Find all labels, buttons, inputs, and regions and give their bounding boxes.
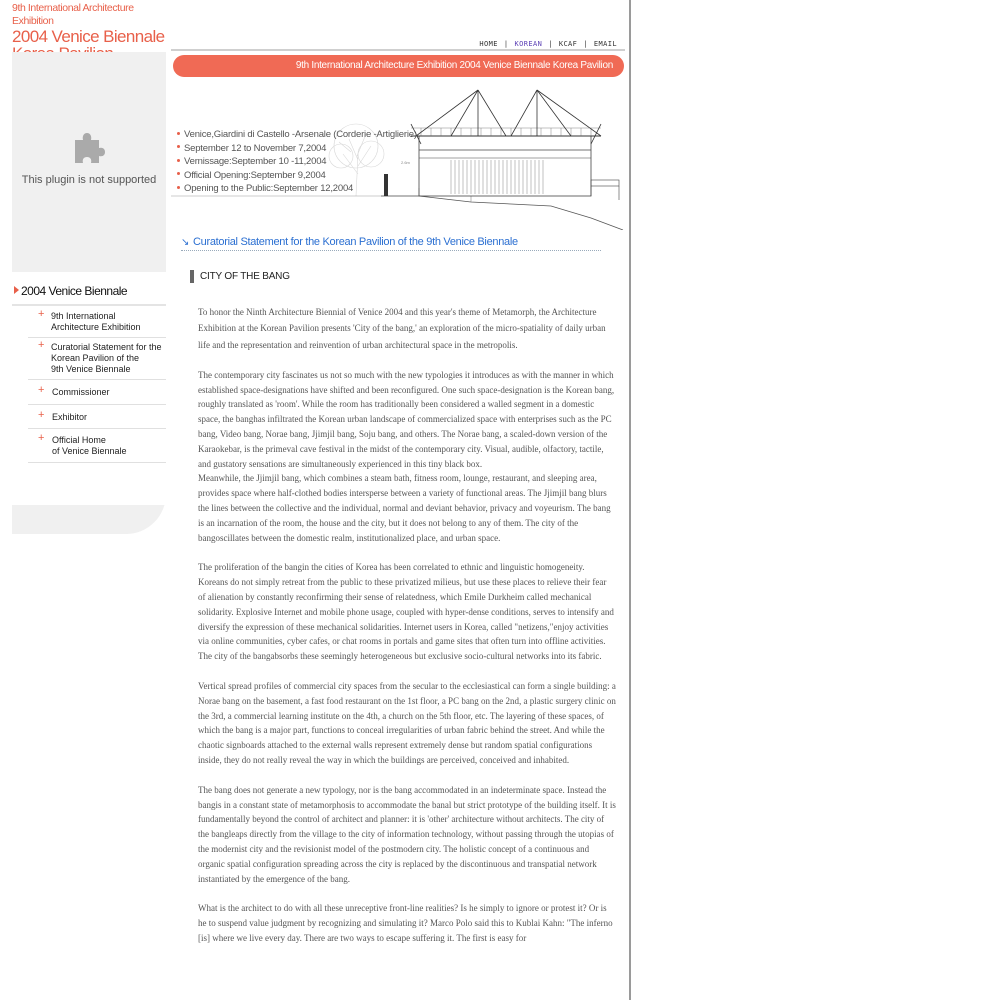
logo-line-1: 9th International Architecture Exhibition: [12, 2, 134, 27]
triangle-bullet-icon: [14, 286, 19, 294]
sidebar-divider: [28, 428, 166, 429]
svg-text:2.6m: 2.6m: [401, 160, 410, 165]
plus-icon: +: [38, 384, 45, 396]
info-row: Official Opening:September 9,2004: [177, 169, 417, 183]
section-heading-text: Curatorial Statement for the Korean Pavilion of the 9th Venice Biennale: [193, 236, 518, 248]
sidebar-divider: [28, 404, 166, 405]
plus-icon: +: [38, 432, 45, 444]
paragraph: Vertical spread profiles of commercial city spaces from the secular to the ecclesiastical can form a single building: a Norae bang on the basement, a fast food restaurant on the 1st floor, a PC bang on the 2nd, a plastic surgery clinic on the 3rd, a commercial learning institute on the 4th, a church on the 5th floor, etc. The layering of these spaces, of which the bang is a major part, functions to conceal irregularities of urban fabric behind the street. And while the chaotic signboards attached to the external walls represent extremely dense but random spatial configurations inside, they do not really reveal the way in which the buildings are perceived, conceived and inhabited.: [198, 681, 616, 766]
puzzle-piece-icon: [72, 130, 106, 164]
exhibition-info-list: [177, 128, 417, 196]
plugin-placeholder[interactable]: [12, 52, 166, 272]
nav-separator: |: [503, 40, 509, 48]
nav-separator: |: [583, 40, 588, 48]
top-navigation: [479, 40, 617, 48]
subheading-text: CITY OF THE BANG: [200, 271, 290, 282]
sidebar-item-label: 9th International Architecture Exhibition: [51, 311, 141, 332]
logo-line-2: 2004 Venice Biennale: [12, 27, 165, 46]
nav-home-link[interactable]: HOME: [479, 40, 498, 48]
subheading-bar: [190, 270, 194, 283]
plugin-message: This plugin is not supported: [21, 174, 157, 186]
info-row: Venice,Giardini di Castello -Arsenale (Corderie -Artiglierie): [177, 128, 417, 142]
title-banner: [173, 55, 624, 77]
sidebar-item-label: Exhibitor: [52, 412, 88, 422]
banner-text: 9th International Architecture Exhibition 2004 Venice Biennale Korea Pavilion: [295, 60, 613, 71]
paragraph: To honor the Ninth Architecture Biennial of Venice 2004 and this year's theme of Metamorph, the Architecture Exhibition at the Korean Pavilion presents 'City of the bang,' an exploration of the micro-spatiality of daily urban life and the representation and reinvention of urban architectural space in the metropolis.: [198, 307, 606, 350]
sidebar-item-label: Official Home of Venice Biennale: [52, 435, 127, 456]
paragraph: The contemporary city fascinates us not so much with the new typologies it introduces as with the manner in which established space-designations have shifted and been reconfigured. One such space-designation is the Korean bang, roughly translated as 'room'. While the room has traditionally been considered a walled segment in a domestic space, the banghas infiltrated the Korean urban landscape of commercialized space with enterprises such as the PC bang, Video bang, Norae bang, Jjimjil bang, Soju bang, and others. The Norae bang, a scaled-down version of the Karaokebar, is the primeval cave festival in the midst of the contemporary city. Visual, audible, olfactory, tactile, and gustatory sensations are simultaneously experienced in this tiny black box.: [198, 369, 615, 469]
article-body: [198, 304, 616, 961]
info-row: September 12 to November 7,2004: [177, 142, 417, 156]
arrow-down-right-icon: ↘: [181, 237, 190, 248]
bullet-icon: [177, 186, 180, 189]
bullet-icon: [177, 159, 180, 162]
nav-separator: |: [548, 40, 553, 48]
nav-korean-link[interactable]: KOREAN: [514, 40, 543, 48]
header-divider: [171, 49, 625, 51]
bullet-icon: [177, 132, 180, 135]
info-row: Vernissage:September 10 -11,2004: [177, 155, 417, 169]
paragraph: Meanwhile, the Jjimjil bang, which combines a steam bath, fitness room, lounge, restaurant, and sleeping area, provides space where half-clothed bodies intersperse between a variety of functional areas. The Jjimjil bang blurs the lines between the collective and the individual, normal and deviant behavior, privacy and voyeurism. The bang is an incarnation of the room, the house and the city, but it does not belong to any of them. The city of the bangoscillates between the domestic realm, institutionalized place, and urban space.: [198, 473, 611, 543]
paragraph: What is the architect to do with all these unreceptive front-line realities? Is he simply to ignore or protest it? Or is he to suspend value judgment by recognizing and simulating it? Marco Polo said this to Kublai Kahn: "The inferno [is] where we live every day. There are two ways to escape suffering it. The first is easy for: [198, 903, 613, 943]
plus-icon: +: [38, 409, 45, 421]
plus-icon: +: [38, 308, 45, 320]
sidebar-item-label: Commissioner: [52, 387, 110, 397]
sidebar-divider: [28, 337, 166, 338]
frame-divider: [629, 0, 631, 1000]
bullet-icon: [177, 145, 180, 148]
bullet-icon: [177, 172, 180, 175]
sidebar-divider: [28, 379, 166, 380]
section-heading: [181, 236, 601, 250]
plus-icon: +: [38, 339, 45, 351]
paragraph: The proliferation of the bangin the cities of Korea has been correlated to ethnic and linguistic homogeneity. Koreans do not simply retreat from the public to these privatized milieus, but use these places to relieve their fear of alienation by constantly reconfirming their sense of relatedness, which Emile Durkheim called mechanical solidarity. Explosive Internet and mobile phone usage, coupled with hyper-dense conditions, serves to intensify and diversify the expression of these mechanical solidarities. Internet users in Korea, called "netizens,"enjoy activities via online communities, cyber cafes, or chat rooms in portals and game sites that often turn into offline activities. The city of the bangabsorbs these seemingly heterogeneous but exclusive socio-cultural networks into its fabric.: [198, 562, 614, 662]
paragraph: The bang does not generate a new typology, nor is the bang accommodated in an indeterminate space. Instead the bangis in a constant state of metamorphosis to accommodate the banal but strict prototype of the building itself. It is fundamentally beyond the control of architect and planner: it is 'other' architecture without architects. The city of the bangleaps directly from the village to the city of information technology, without passing through the utopias of the modernist city and the revisionist model of the postmodern city. The holistic concept of a continuous and organic spatial configuration spreading across the city is replaced by the discontinuous and transpatial network instantiated by the emergence of the bang.: [198, 784, 616, 884]
section-divider: [181, 250, 601, 251]
sidebar-divider: [12, 304, 166, 306]
sidebar-title-label: 2004 Venice Biennale: [21, 284, 128, 298]
sidebar-item-label: Curatorial Statement for the Korean Pavilion of the 9th Venice Biennale: [51, 342, 162, 374]
nav-email-link[interactable]: EMAIL: [593, 40, 617, 48]
sidebar-title[interactable]: [12, 280, 166, 304]
nav-kcaf-link[interactable]: KCAF: [558, 40, 578, 48]
sidebar-divider: [28, 462, 166, 463]
info-row: Opening to the Public:September 12,2004: [177, 182, 417, 196]
